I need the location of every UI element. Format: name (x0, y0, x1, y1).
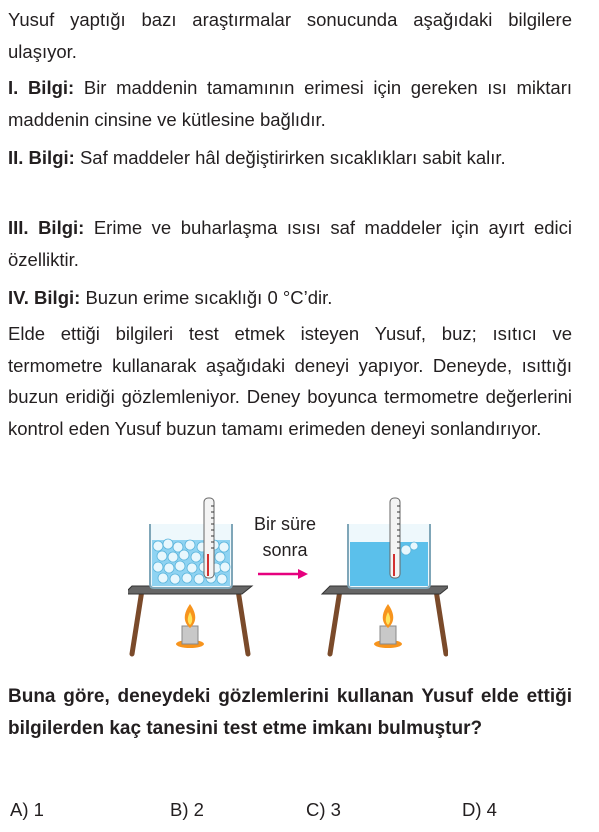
fact-label: III. Bilgi: (8, 217, 85, 238)
fact-2 (8, 142, 572, 174)
fact-label: IV. Bilgi: (8, 287, 81, 308)
arrow-label-line2: sonra (262, 540, 308, 560)
fact-4 (8, 282, 572, 314)
fact-text: Erime ve buharlaşma ısısı saf maddeler için ayırt edici özelliktir. (8, 217, 572, 270)
fact-1 (8, 72, 572, 135)
option-a[interactable]: A) 1 (10, 799, 44, 820)
option-c[interactable]: C) 3 (306, 799, 341, 820)
question-stem: Buna göre, deneydeki gözlemlerini kullanan Yusuf elde ettiği bilgilerden kaç tanesini test etme imkanı bulmuştur? (8, 686, 572, 739)
option-d[interactable]: D) 4 (462, 799, 497, 820)
fact-3 (8, 212, 572, 275)
arrow-label-line1: Bir süre (253, 514, 316, 534)
arrow-label (245, 511, 325, 563)
right-setup (322, 498, 448, 654)
fact-text: Buzun erime sıcaklığı 0 °C’dir. (85, 287, 333, 308)
arrow-icon (258, 569, 308, 579)
fact-text: Bir maddenin tamamının erimesi için gereken ısı miktarı maddenin cinsine ve kütlesine bağlıdır. (8, 77, 572, 130)
option-b[interactable]: B) 2 (170, 799, 204, 820)
intro-paragraph: Yusuf yaptığı bazı araştırmalar sonucunda aşağıdaki bilgilere ulaşıyor. (8, 9, 572, 62)
fact-label: II. Bilgi: (8, 147, 75, 168)
left-setup (128, 498, 252, 654)
experiment-paragraph: Elde ettiği bilgileri test etmek isteyen Yusuf, buz; ısıtıcı ve termometre kullanarak aşağıdaki deneyi yapıyor. Deneyde, ısıttığı buzun eridiği gözlemleniyor. Deney boyunca termometre değerlerini kontrol eden Yusuf buzun tamamı erimeden deneyi sonlandırıyor. (8, 323, 572, 439)
fact-label: I. Bilgi: (8, 77, 75, 98)
fact-text: Saf maddeler hâl değiştirirken sıcaklıkları sabit kalır. (79, 147, 506, 168)
